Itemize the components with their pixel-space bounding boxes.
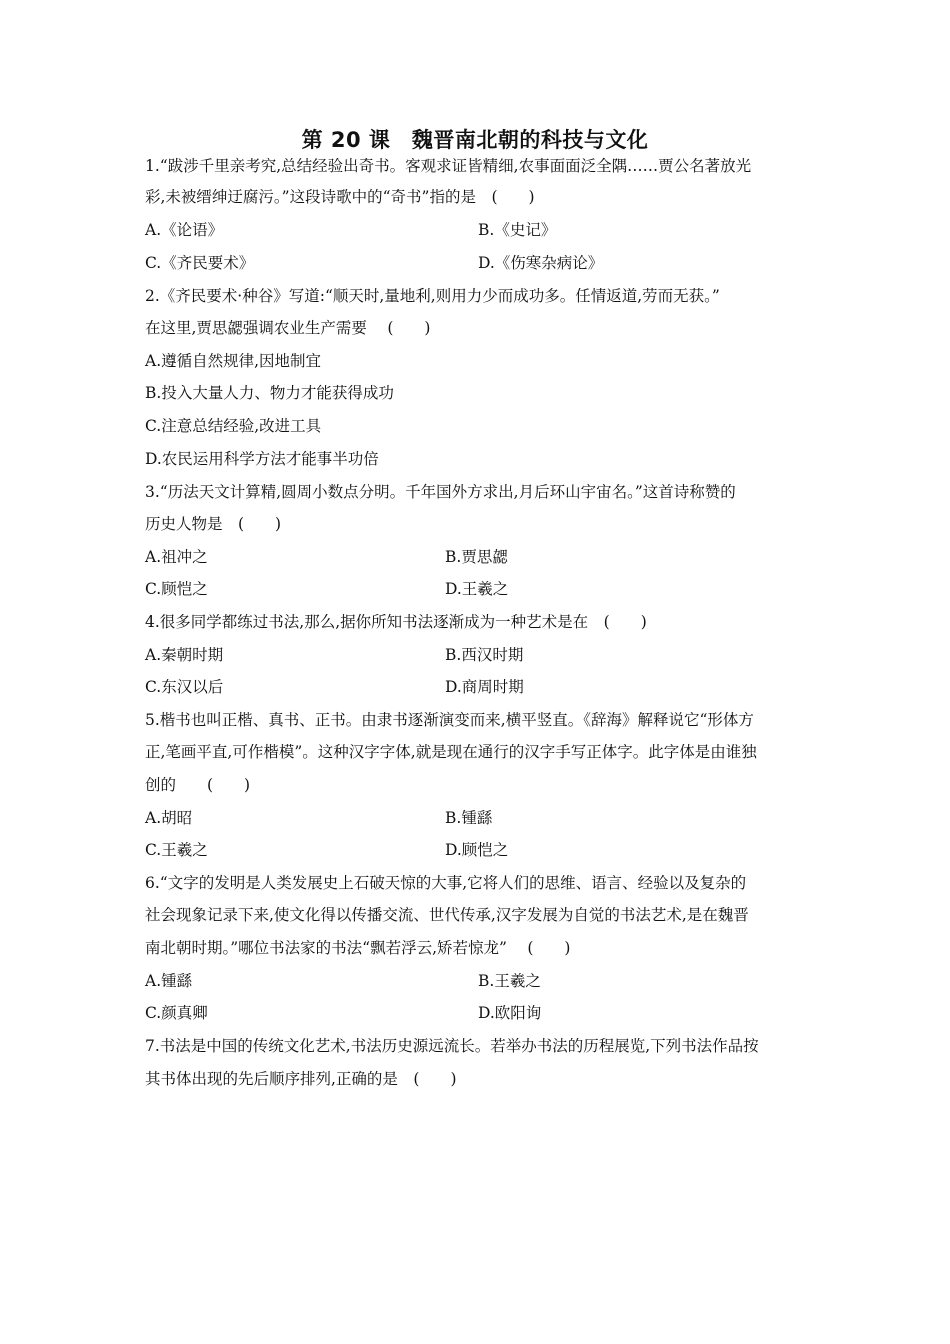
question-1-option-b: B.《史记》 (478, 221, 557, 239)
question-3-option-a: A.祖冲之 (145, 548, 208, 566)
question-7-text-line-1: 7.书法是中国的传统文化艺术,书法历史源远流长。若举办书法的历程展览,下列书法作品按 (145, 1037, 759, 1055)
question-4-option-b: B.西汉时期 (445, 646, 524, 664)
question-4-option-c: C.东汉以后 (145, 678, 224, 696)
question-1-option-a: A.《论语》 (145, 221, 224, 239)
question-2-text-line-1: 2.《齐民要术·种谷》写道:“顺天时,量地利,则用力少而成功多。任情返道,劳而无获。” (145, 287, 720, 305)
question-6-option-a: A.锺繇 (145, 972, 193, 990)
question-4-option-d: D.商周时期 (445, 678, 524, 696)
question-1-text-line-2: 彩,未被缙绅迂腐污。”这段诗歌中的“奇书”指的是 ( ) (145, 188, 535, 206)
question-3-text-line-2: 历史人物是 ( ) (145, 515, 282, 533)
question-2-option-d: D.农民运用科学方法才能事半功倍 (145, 450, 379, 468)
question-2-text-line-2: 在这里,贾思勰强调农业生产需要 ( ) (145, 319, 431, 337)
question-1-option-d: D.《伤寒杂病论》 (478, 254, 604, 272)
question-3-option-c: C.顾恺之 (145, 580, 208, 598)
question-3-option-b: B.贾思勰 (445, 548, 508, 566)
lesson-title: 第 20 课 魏晋南北朝的科技与文化 (301, 128, 649, 152)
question-3-text-line-1: 3.“历法天文计算精,圆周小数点分明。千年国外方求出,月后环山宇宙名。”这首诗称赞的 (145, 483, 736, 501)
question-6-option-b: B.王羲之 (478, 972, 541, 990)
question-7-text-line-2: 其书体出现的先后顺序排列,正确的是 ( ) (145, 1070, 457, 1088)
question-6-option-d: D.欧阳询 (478, 1004, 542, 1022)
question-5-option-c: C.王羲之 (145, 841, 208, 859)
question-5-text-line-1: 5.楷书也叫正楷、真书、正书。由隶书逐渐演变而来,横平竖直。《辞海》解释说它“形体方 (145, 711, 754, 729)
question-4-text-line-1: 4.很多同学都练过书法,那么,据你所知书法逐渐成为一种艺术是在 ( ) (145, 613, 647, 631)
question-2-option-a: A.遵循自然规律,因地制宜 (145, 352, 322, 370)
question-6-option-c: C.颜真卿 (145, 1004, 208, 1022)
question-5-option-a: A.胡昭 (145, 809, 193, 827)
question-5-option-d: D.顾恺之 (445, 841, 509, 859)
question-6-text-line-2: 社会现象记录下来,使文化得以传播交流、世代传承,汉字发展为自觉的书法艺术,是在魏晋 (145, 906, 749, 924)
question-6-text-line-1: 6.“文字的发明是人类发展史上石破天惊的大事,它将人们的思维、语言、经验以及复杂的 (145, 874, 747, 892)
question-2-option-c: C.注意总结经验,改进工具 (145, 417, 322, 435)
question-4-option-a: A.秦朝时期 (145, 646, 224, 664)
question-2-option-b: B.投入大量人力、物力才能获得成功 (145, 384, 394, 402)
question-3-option-d: D.王羲之 (445, 580, 509, 598)
question-5-text-line-2: 正,笔画平直,可作楷模”。这种汉字字体,就是现在通行的汉字手写正体字。此字体是由谁独 (145, 743, 757, 761)
question-6-text-line-3: 南北朝时期。”哪位书法家的书法“飘若浮云,矫若惊龙” ( ) (145, 939, 571, 957)
question-1-text-line-1: 1.“跋涉千里亲考究,总结经验出奇书。客观求证皆精细,农事面面泛全隅……贾公名著放光 (145, 157, 752, 175)
question-5-text-line-3: 创的 ( ) (145, 776, 251, 794)
question-5-option-b: B.锺繇 (445, 809, 493, 827)
question-1-option-c: C.《齐民要术》 (145, 254, 255, 272)
